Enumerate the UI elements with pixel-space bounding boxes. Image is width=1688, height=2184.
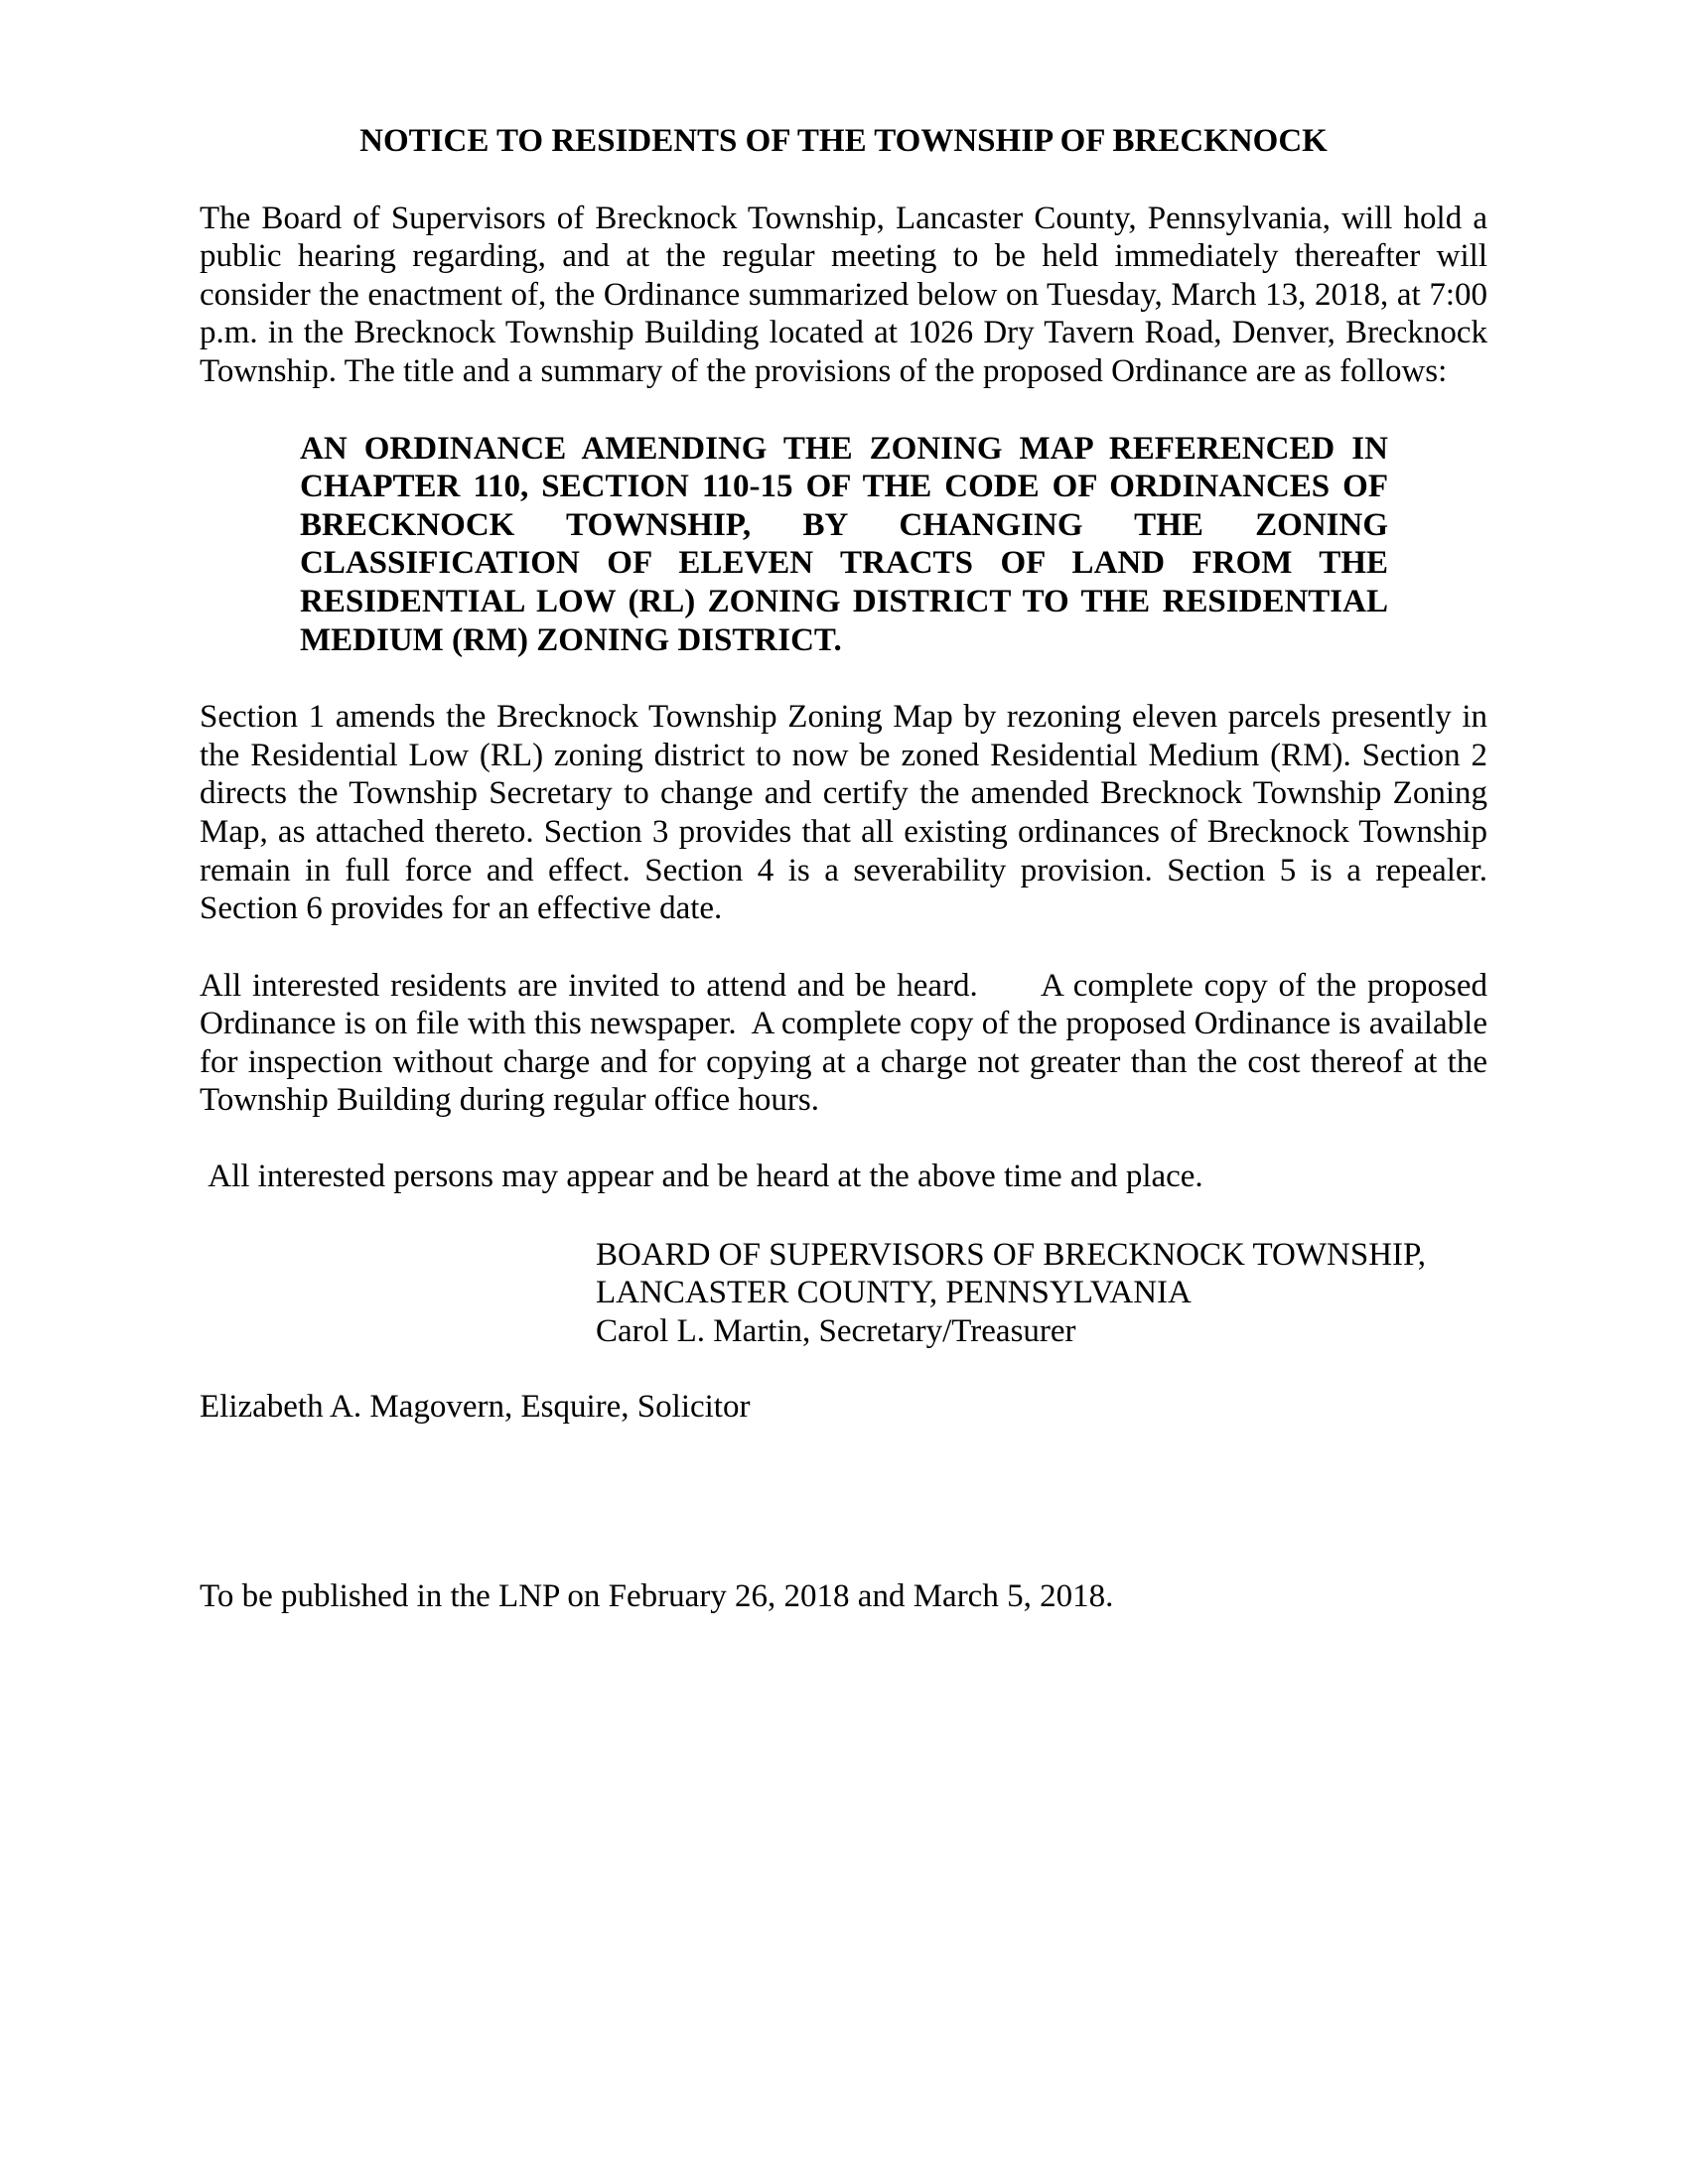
intro-paragraph: The Board of Supervisors of Brecknock Township, Lancaster County, Pennsylvania, will hold a public hearing regarding, and at the regular meeting to be held immediately thereafter will consider the enactment of, the Ordinance summarized below on Tuesday, March 13, 2018, at 7:00 p.m. in the Brecknock Township Building located at 1026 Dry Tavern Road, Denver, Brecknock Township. The title and a summary of the provisions of the proposed Ordinance are as follows: <box>200 200 1487 389</box>
document-title: NOTICE TO RESIDENTS OF THE TOWNSHIP OF BRECKNOCK <box>359 123 1328 159</box>
appear-paragraph: All interested persons may appear and be heard at the above time and place. <box>200 1159 1203 1195</box>
attend-paragraph: All interested residents are invited to attend and be heard. A complete copy of the proposed Ordinance is on file with this newspaper. A complete copy of the proposed Ordinance is available for inspection without charge and for copying at a charge not greater than the cost thereof at the Township Building during regular office hours. <box>200 967 1487 1119</box>
signature-line-county: LANCASTER COUNTY, PENNSYLVANIA <box>596 1275 1192 1311</box>
publish-note-line: To be published in the LNP on February 26, 2018 and March 5, 2018. <box>200 1578 1114 1615</box>
signature-line-secretary: Carol L. Martin, Secretary/Treasurer <box>596 1312 1076 1349</box>
solicitor-line: Elizabeth A. Magovern, Esquire, Solicitor <box>200 1389 751 1426</box>
signature-line-board: BOARD OF SUPERVISORS OF BRECKNOCK TOWNSHIP, <box>596 1236 1426 1273</box>
signature-block <box>596 1236 1487 1351</box>
sections-summary-paragraph: Section 1 amends the Brecknock Township Zoning Map by rezoning eleven parcels presently in the Residential Low (RL) zoning district to now be zoned Residential Medium (RM). Section 2 directs the Township Secretary to change and certify the amended Brecknock Township Zoning Map, as attached thereto. Section 3 provides that all existing ordinances of Brecknock Township remain in full force and effect. Section 4 is a severability provision. Section 5 is a repealer. Section 6 provides for an effective date. <box>200 699 1487 927</box>
ordinance-title-block: AN ORDINANCE AMENDING THE ZONING MAP REFERENCED IN CHAPTER 110, SECTION 110-15 OF THE CODE OF ORDINANCES OF BRECKNOCK TOWNSHIP, BY CHANGING THE ZONING CLASSIFICATION OF ELEVEN TRACTS OF LAND FROM THE RESIDENTIAL LOW (RL) ZONING DISTRICT TO THE RESIDENTIAL MEDIUM (RM) ZONING DISTRICT. <box>300 430 1388 658</box>
